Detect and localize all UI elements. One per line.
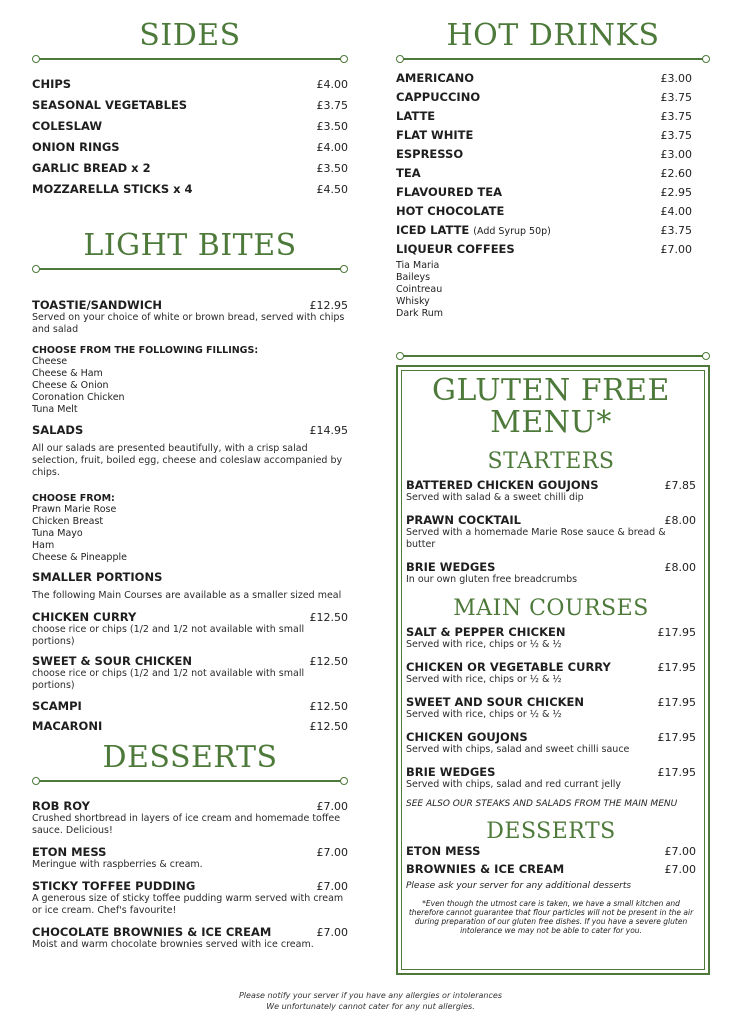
item-name: LATTE <box>396 109 436 123</box>
item-name: CHOCOLATE BROWNIES & ICE CREAM <box>32 925 272 939</box>
menu-item <box>406 844 696 858</box>
item-price: £7.00 <box>316 800 348 813</box>
gf-title-line2: MENU* <box>490 405 612 440</box>
sides-section <box>32 18 348 196</box>
item-price: £17.95 <box>657 661 696 674</box>
menu-item <box>32 77 348 91</box>
gf-title-line1: GLUTEN FREE <box>432 373 670 408</box>
item-name: SALT & PEPPER CHICKEN <box>406 625 566 639</box>
menu-item-sweet-sour <box>32 654 348 692</box>
divider <box>32 265 348 273</box>
menu-item-macaroni <box>32 719 348 733</box>
item-price: £4.00 <box>660 205 692 218</box>
menu-item <box>32 119 348 133</box>
item-desc: Served with rice, chips or ½ & ½ <box>406 709 562 720</box>
item-desc: Served with rice, chips or ½ & ½ <box>406 674 562 685</box>
list-item: Tuna Melt <box>32 404 78 415</box>
item-desc: choose rice or chips (1/2 and 1/2 not available with small portions) <box>32 668 305 691</box>
item-name: BRIE WEDGES <box>406 765 496 779</box>
sides-title: SIDES <box>139 18 241 53</box>
item-name: CHIPS <box>32 77 72 91</box>
item-desc: Crushed shortbread in layers of ice cream and homemade toffee sauce. Delicious! <box>32 813 341 836</box>
liqueur-options-list <box>396 260 710 320</box>
item-price: £3.50 <box>316 120 348 133</box>
nut-notice: We unfortunately cannot cater for any nut allergies. <box>266 1002 475 1011</box>
sides-list <box>32 77 348 196</box>
item-desc: Served on your choice of white or brown bread, served with chips and salad <box>32 312 345 335</box>
item-price: £4.50 <box>316 183 348 196</box>
hot-drinks-section <box>396 18 710 320</box>
menu-item <box>32 140 348 154</box>
menu-item <box>406 560 696 586</box>
item-price: £3.75 <box>660 129 692 142</box>
gf-mains-title: MAIN COURSES <box>453 596 649 621</box>
divider <box>396 55 710 63</box>
item-name: FLAT WHITE <box>396 128 474 142</box>
item-name: FLAVOURED TEA <box>396 185 502 199</box>
item-price: £7.00 <box>316 880 348 893</box>
gf-disclaimer: *Even though the utmost care is taken, we have a small kitchen and therefore cannot guarantee that flour particles will not be present in the air during preparation of our gluten free dishes. If you have a severe gluten intolerance we may not be able to cater for you. <box>408 899 694 935</box>
item-name: SCAMPI <box>32 699 82 713</box>
item-price: £3.75 <box>660 110 692 123</box>
item-price: £3.00 <box>660 148 692 161</box>
item-name: BRIE WEDGES <box>406 560 496 574</box>
item-desc: Moist and warm chocolate brownies served with ice cream. <box>32 939 314 950</box>
list-item: Cheese & Pineapple <box>32 552 127 563</box>
fillings-heading: CHOOSE FROM THE FOLLOWING FILLINGS: <box>32 345 259 356</box>
item-name: ETON MESS <box>406 844 481 858</box>
item-name: SWEET & SOUR CHICKEN <box>32 654 192 668</box>
item-price: £7.00 <box>664 863 696 876</box>
list-item: Cointreau <box>396 284 443 295</box>
menu-item <box>396 71 692 85</box>
item-price: £3.75 <box>660 224 692 237</box>
menu-item <box>406 765 696 791</box>
menu-item <box>32 925 348 951</box>
item-price: £4.00 <box>316 78 348 91</box>
menu-item <box>32 98 348 112</box>
item-price: £14.95 <box>309 424 348 437</box>
menu-item <box>32 879 348 917</box>
item-name: COLESLAW <box>32 119 103 133</box>
menu-item <box>406 695 696 721</box>
item-name: HOT CHOCOLATE <box>396 204 505 218</box>
menu-item <box>406 625 696 651</box>
menu-item-liqueur-coffees <box>396 242 692 256</box>
hot-drinks-title: HOT DRINKS <box>446 18 660 53</box>
smaller-portions-block <box>32 570 348 602</box>
item-name: ESPRESSO <box>396 147 464 161</box>
item-name: SWEET AND SOUR CHICKEN <box>406 695 585 709</box>
item-desc: Meringue with raspberries & cream. <box>32 859 203 870</box>
menu-item <box>406 660 696 686</box>
list-item: Ham <box>32 540 55 551</box>
menu-item <box>396 90 692 104</box>
gluten-free-menu <box>396 365 710 975</box>
desserts-title: DESSERTS <box>102 740 278 775</box>
item-addon: (Add Syrup 50p) <box>473 226 551 237</box>
item-price: £7.00 <box>660 243 692 256</box>
menu-item <box>32 799 348 837</box>
item-price: £2.60 <box>660 167 692 180</box>
item-price: £17.95 <box>657 696 696 709</box>
footer <box>0 990 741 1012</box>
item-price: £3.00 <box>660 72 692 85</box>
menu-item <box>32 161 348 175</box>
item-price: £3.75 <box>316 99 348 112</box>
item-price: £17.95 <box>657 766 696 779</box>
item-price: £12.50 <box>309 700 348 713</box>
item-name: MACARONI <box>32 719 103 733</box>
item-name: ICED LATTE <box>396 223 470 237</box>
gf-starters-list <box>406 478 696 586</box>
item-price: £7.85 <box>664 479 696 492</box>
menu-item <box>396 185 692 199</box>
item-name: TOASTIE/SANDWICH <box>32 298 163 312</box>
item-desc: Served with a homemade Marie Rose sauce & bread & butter <box>406 527 666 550</box>
menu-item <box>396 204 692 218</box>
item-name: CAPPUCCINO <box>396 90 481 104</box>
list-item: Cheese & Ham <box>32 368 103 379</box>
gf-see-also: SEE ALSO OUR STEAKS AND SALADS FROM THE MAIN MENU <box>406 799 678 809</box>
list-item: Whisky <box>396 296 430 307</box>
item-desc: In our own gluten free breadcrumbs <box>406 574 578 585</box>
item-name: PRAWN COCKTAIL <box>406 513 522 527</box>
salad-options-list <box>32 504 348 564</box>
item-price: £17.95 <box>657 626 696 639</box>
fillings-block <box>32 345 348 416</box>
menu-item <box>32 845 348 871</box>
list-item: Tia Maria <box>396 260 440 271</box>
menu-item <box>32 182 348 196</box>
item-name: CHICKEN OR VEGETABLE CURRY <box>406 660 611 674</box>
item-price: £7.00 <box>316 926 348 939</box>
item-price: £12.50 <box>309 720 348 733</box>
menu-item <box>396 166 692 180</box>
light-bites-section <box>32 228 348 733</box>
item-price: £7.00 <box>316 846 348 859</box>
menu-item-scampi <box>32 699 348 713</box>
menu-item-chicken-curry <box>32 610 348 648</box>
list-item: Prawn Marie Rose <box>32 504 117 515</box>
allergy-notice: Please notify your server if you have any allergies or intolerances <box>238 991 502 1000</box>
gf-ask-server: Please ask your server for any additional desserts <box>406 881 632 891</box>
menu-item-salads <box>32 423 348 479</box>
menu-item <box>396 147 692 161</box>
list-item: Baileys <box>396 272 431 283</box>
hot-drinks-list <box>396 71 692 218</box>
list-item: Chicken Breast <box>32 516 104 527</box>
item-name: TEA <box>396 166 421 180</box>
menu-item <box>406 862 696 876</box>
menu-item <box>406 513 696 551</box>
item-name: MOZZARELLA STICKS x 4 <box>32 182 193 196</box>
item-name: GARLIC BREAD x 2 <box>32 161 151 175</box>
item-name: AMERICANO <box>396 71 475 85</box>
item-price: £12.50 <box>309 655 348 668</box>
item-name: SALADS <box>32 423 84 437</box>
list-item: Dark Rum <box>396 308 444 319</box>
item-name: STICKY TOFFEE PUDDING <box>32 879 196 893</box>
item-price: £7.00 <box>664 845 696 858</box>
menu-item-toastie <box>32 298 348 336</box>
gf-desserts-title: DESSERTS <box>486 819 616 844</box>
item-name: SEASONAL VEGETABLES <box>32 98 188 112</box>
menu-item <box>406 730 696 756</box>
gf-desserts-list <box>406 844 696 876</box>
salad-heading: CHOOSE FROM: <box>32 493 115 504</box>
menu-item <box>396 109 692 123</box>
item-desc: All our salads are presented beautifully, with a crisp salad selection, fruit, boiled egg, cheese and coleslaw accompanied by chips. <box>32 443 343 478</box>
item-price: £8.00 <box>664 561 696 574</box>
list-item: Cheese & Onion <box>32 380 109 391</box>
divider <box>32 777 348 785</box>
item-desc: Served with rice, chips or ½ & ½ <box>406 639 562 650</box>
menu-item <box>406 478 696 504</box>
item-name: LIQUEUR COFFEES <box>396 242 515 256</box>
divider <box>32 55 348 63</box>
item-price: £2.95 <box>660 186 692 199</box>
divider <box>396 352 710 360</box>
item-desc: A generous size of sticky toffee pudding warm served with cream or ice cream. Chef's favourite! <box>32 893 344 916</box>
fillings-list <box>32 356 348 416</box>
item-desc: choose rice or chips (1/2 and 1/2 not available with small portions) <box>32 624 305 647</box>
item-name: ONION RINGS <box>32 140 120 154</box>
item-price: £12.50 <box>309 611 348 624</box>
gf-mains-list <box>406 625 696 791</box>
salad-options-block <box>32 493 348 564</box>
item-name: CHICKEN CURRY <box>32 610 137 624</box>
menu-item-iced-latte <box>396 223 692 237</box>
item-price: £12.95 <box>309 299 348 312</box>
menu-item <box>396 128 692 142</box>
list-item: Tuna Mayo <box>32 528 83 539</box>
item-name: BROWNIES & ICE CREAM <box>406 862 565 876</box>
desserts-list <box>32 799 348 951</box>
item-name: BATTERED CHICKEN GOUJONS <box>406 478 599 492</box>
list-item: Cheese <box>32 356 68 367</box>
item-price: £17.95 <box>657 731 696 744</box>
smaller-portions-desc: The following Main Courses are available as a smaller sized meal <box>32 590 342 601</box>
item-price: £3.50 <box>316 162 348 175</box>
gf-starters-title: STARTERS <box>487 449 615 474</box>
smaller-portions-heading: SMALLER PORTIONS <box>32 570 163 584</box>
desserts-section <box>32 740 348 951</box>
item-price: £3.75 <box>660 91 692 104</box>
item-price: £8.00 <box>664 514 696 527</box>
item-desc: Served with salad & a sweet chilli dip <box>406 492 584 503</box>
gluten-free-top-rule <box>396 352 710 360</box>
item-desc: Served with chips, salad and sweet chilli sauce <box>406 744 630 755</box>
list-item: Coronation Chicken <box>32 392 125 403</box>
light-bites-title: LIGHT BITES <box>83 228 297 263</box>
item-name: ROB ROY <box>32 799 90 813</box>
item-desc: Served with chips, salad and red currant jelly <box>406 779 622 790</box>
item-name: ETON MESS <box>32 845 107 859</box>
item-name: CHICKEN GOUJONS <box>406 730 528 744</box>
item-price: £4.00 <box>316 141 348 154</box>
